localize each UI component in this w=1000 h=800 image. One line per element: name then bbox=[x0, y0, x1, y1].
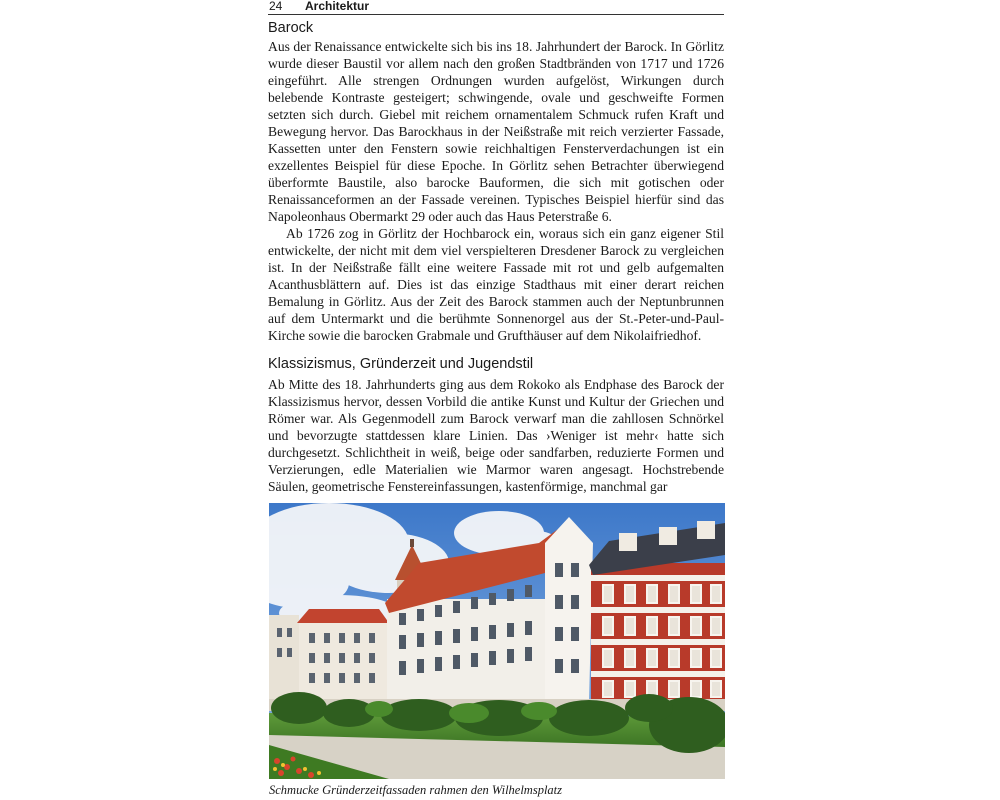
heading-barock: Barock bbox=[268, 20, 314, 36]
page-number: 24 bbox=[269, 0, 283, 13]
running-header bbox=[268, 0, 724, 15]
paragraph: Ab Mitte des 18. Jahrhunderts ging aus dem Rokoko als Endphase des Barock der Klassizismus hervor, dessen Vorbild die antike Kunst und Kultur der Griechen und Römer war. Als Gegenmodell zum Barock verwarf man die zahllosen Schnörkel und bevorzugte stattdessen klare Linien. Das ›Weniger ist mehr‹ hatte sich durchgesetzt. Schlichtheit in weiß, beige oder sandfarben, reduzierte Formen und Verzierungen, edle Materialien wie Marmor waren angesagt. Hochstrebende Säulen, geometrische Fenstereinfassungen, kastenförmige, manchmal gar bbox=[268, 377, 724, 494]
klassizismus-text bbox=[268, 376, 724, 495]
heading-klassizismus: Klassizismus, Gründerzeit und Jugendstil bbox=[268, 356, 534, 372]
photo-illustration bbox=[269, 503, 725, 779]
paragraph: Aus der Renaissance entwickelte sich bis ins 18. Jahrhundert der Barock. In Görlitz wurde dieser Baustil vor allem nach den großen Stadtbränden von 1717 und 1726 eingeführt. Alle strengen Ordnungen wurden aufgelöst, Wirkungen durch belebende Kontraste gesteigert; schwingende, ovale und geschweifte Formen setzten sich durch. Giebel mit reichem ornamentalem Schmuck rufen Kraft und Bewegung hervor. Das Barockhaus in der Neißstraße mit reich verzierter Fassade, Kassetten unter den Fenstern sowie reichhaltigen Fensterverdachungen ist ein exzellentes Beispiel für diese Epoche. In Görlitz sehen Betrachter überwiegend überformte Baustile, also barocke Bauformen, die sich mit gotischen oder Renaissanceformen an der Fassade vereinen. Typisches Beispiel hierfür sind das Napoleonhaus Obermarkt 29 oder auch das Haus Peterstraße 6. bbox=[268, 39, 724, 224]
wilhelmsplatz-photo bbox=[269, 503, 725, 779]
section-title: Architektur bbox=[305, 0, 370, 13]
photo-caption: Schmucke Gründerzeitfassaden rahmen den Wilhelmsplatz bbox=[269, 783, 563, 797]
barock-text bbox=[268, 38, 724, 344]
paragraph: Ab 1726 zog in Görlitz der Hochbarock ein, woraus sich ein ganz eigener Stil entwickelte, der nicht mit dem viel verspielteren Dresdener Barock zu vergleichen ist. In der Neißstraße fällt eine weitere Fassade mit rot und gelb aufgemalten Acanthusblättern auf. Dies ist das einzige Stadthaus mit einer derart reichen Bemalung in Görlitz. Aus der Zeit des Barock stammen auch der Neptunbrunnen auf dem Untermarkt und die berühmte Sonnenorgel aus der St.-Peter-und-Paul-Kirche sowie die barocken Grabmale und Grufthäuser auf dem Nikolaifriedhof. bbox=[268, 226, 724, 343]
